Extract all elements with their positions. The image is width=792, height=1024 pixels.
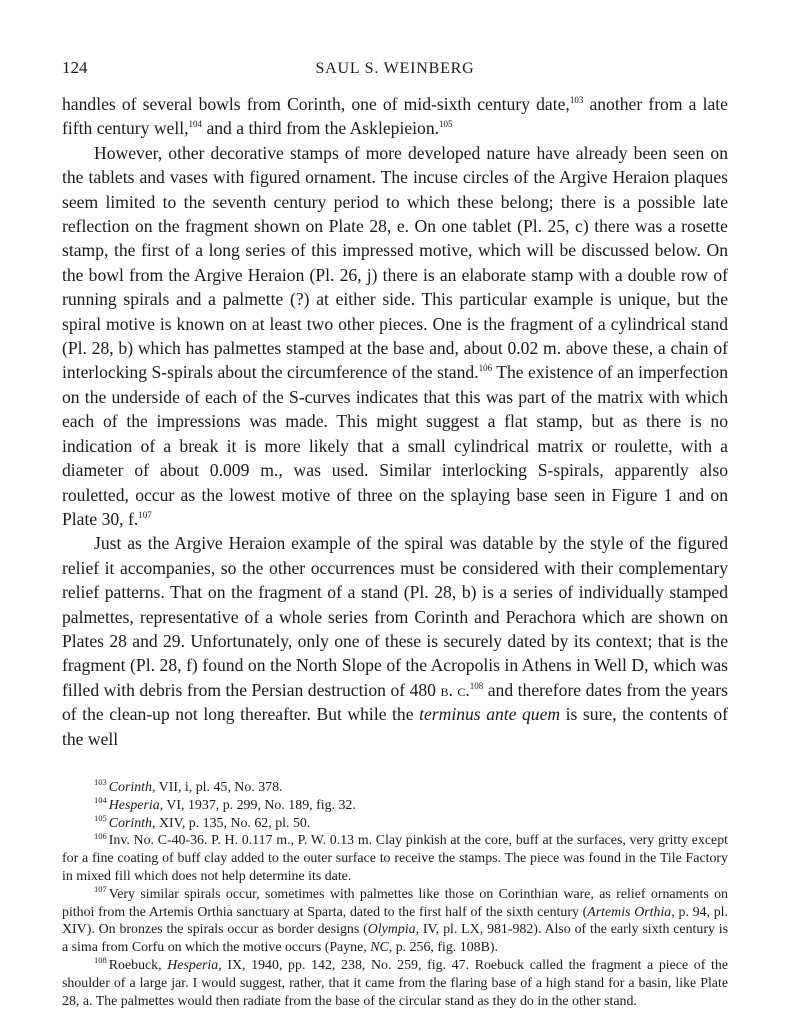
footnote [62, 886, 728, 957]
italic-text: Artemis Orthia [587, 904, 672, 920]
body-text [62, 92, 728, 751]
page-header [62, 58, 728, 84]
italic-text: Corinth [108, 815, 152, 831]
text-run: , VII, i, pl. 45, No. 378. [151, 779, 283, 795]
text-run: , XIV, p. 135, No. 62, pl. 50. [151, 815, 311, 831]
paragraph [62, 92, 728, 141]
footnote [62, 832, 728, 885]
italic-text: Olympia [367, 922, 416, 938]
footnote-ref: 104 [188, 119, 203, 130]
footnote-number: 108 [94, 955, 107, 966]
text-run: , IX, 1940, pp. 142, 238, No. 259, fig. 47. Roebuck called the fragment a piece of the shoulder of a large jar. I would suggest, rather, that it came from the flaring base of a high stand for a basin, like Plate 28, a. The palmettes would then radiate from the base of the circular stand as they do in the other stand. [62, 957, 728, 1009]
footnote [62, 797, 728, 815]
text-run: , p. 256, fig. 108B). [388, 940, 498, 956]
text-run: Just as the Argive Heraion example of the spiral was datable by the style of the figured relief it accompanies, so the other occurrences must be considered with their complementary relief patterns. That on the fragment of a stand (Pl. 28, b) is a series of individually stamped palmettes, representative of a whole series from Corinth and Perachora which are shown on Plates 28 and 29. Unfortunately, only one of these is securely dated by its context; that is the fragment (Pl. 28, f) found on the North Slope of the Acropolis in Athens in Well D, which was filled with debris from the Persian destruction of 480 [62, 533, 728, 700]
text-run: , VI, 1937, p. 299, No. 189, fig. 32. [159, 797, 356, 813]
text-run: another from a late fifth century well, [62, 94, 728, 139]
italic-text: Hesperia [167, 957, 219, 973]
text-run: handles of several bowls from Corinth, one of mid-sixth century date, [62, 94, 570, 114]
document-page [62, 58, 728, 1010]
paragraph [62, 141, 728, 532]
footnote-number: 103 [94, 777, 107, 788]
page-number: 124 [62, 58, 88, 77]
text-run: The existence of an imperfection on the underside of each of the S-curves indicates that this was part of the matrix with which each of the impressions was made. This might suggest a flat stamp, but as there is no indication of a break it is more likely that a small cylindrical matrix or roulette, with a diameter of about 0.009 m., was used. Similar interlocking S-spirals, apparently also rouletted, occur as the lowest motive of three on the splaying base seen in Figure 1 and on Plate 30, f. [62, 362, 728, 529]
italic-text: NC [370, 940, 389, 956]
footnote [62, 779, 728, 797]
footnote-number: 105 [94, 812, 107, 823]
text-run: is sure, the contents of the well [62, 704, 729, 749]
paragraph [62, 531, 728, 751]
footnote-number: 104 [94, 795, 107, 806]
text-run: Inv. No. C-40-36. P. H. 0.117 m., P. W. 0.13 m. Clay pinkish at the core, buff at the surfaces, very gritty except for a fine coating of buff clay added to the outer surface to receive the stamps. The piece was found in the Tile Factory in mixed fill which does not help determine its date. [62, 833, 728, 884]
text-run: However, other decorative stamps of more developed nature have already been seen on the tablets and vases with figured ornament. The incuse circles of the Argive Heraion plaques seem limited to the seventh century period to which these belong; there is a possible late reflection on the fragment shown on Plate 28, e. On one tablet (Pl. 25, c) there was a rosette stamp, the first of a long series of this impressed motive, which will be discussed below. On the bowl from the Argive Heraion (Pl. 26, j) there is an elaborate stamp with a double row of running spirals and a palmette (?) at either side. This particular example is unique, but the spiral motive is known on at least two other pieces. One is the fragment of a cylindrical stand (Pl. 28, b) which has palmettes stamped at the base and, about 0.02 m. above these, a chain of interlocking S-spirals about the circumference of the stand. [62, 142, 728, 383]
footnote-number: 106 [94, 830, 107, 841]
italic-text: Hesperia [108, 797, 160, 813]
footnote [62, 812, 728, 833]
small-caps-text: b. c. [440, 679, 470, 700]
footnotes [62, 779, 728, 1010]
footnote-ref: 107 [138, 510, 152, 521]
text-run: and therefore dates from the years of the clean-up not long thereafter. But while the [62, 679, 729, 725]
text-run: and a third from the Asklepieion. [202, 118, 440, 139]
italic-text: terminus ante quem [419, 704, 561, 725]
text-run: Very similar spirals occur, sometimes with palmettes like those on Corinthian ware, as relief ornaments on pithoi from the Artemis Orthia sanctuary at Sparta, dated to the first half of the sixth century ( [62, 886, 728, 920]
footnote-ref: 106 [478, 363, 493, 374]
running-head: SAUL S. WEINBERG [315, 60, 475, 77]
italic-text: Corinth [108, 779, 152, 795]
footnote [62, 957, 728, 1010]
footnote-ref: 105 [439, 119, 453, 130]
footnote-ref: 108 [469, 680, 484, 691]
text-run: , p. 94, pl. XIV). On bronzes the spirals occur as border designs ( [62, 904, 728, 938]
footnote-ref: 103 [569, 95, 584, 106]
text-run: Roebuck, [108, 957, 168, 973]
text-run: , IV, pl. LX, 981-982). Also of the early sixth century is a sima from Corfu on which the motive occurs (Payne, [62, 922, 728, 956]
footnote-number: 107 [94, 884, 107, 895]
